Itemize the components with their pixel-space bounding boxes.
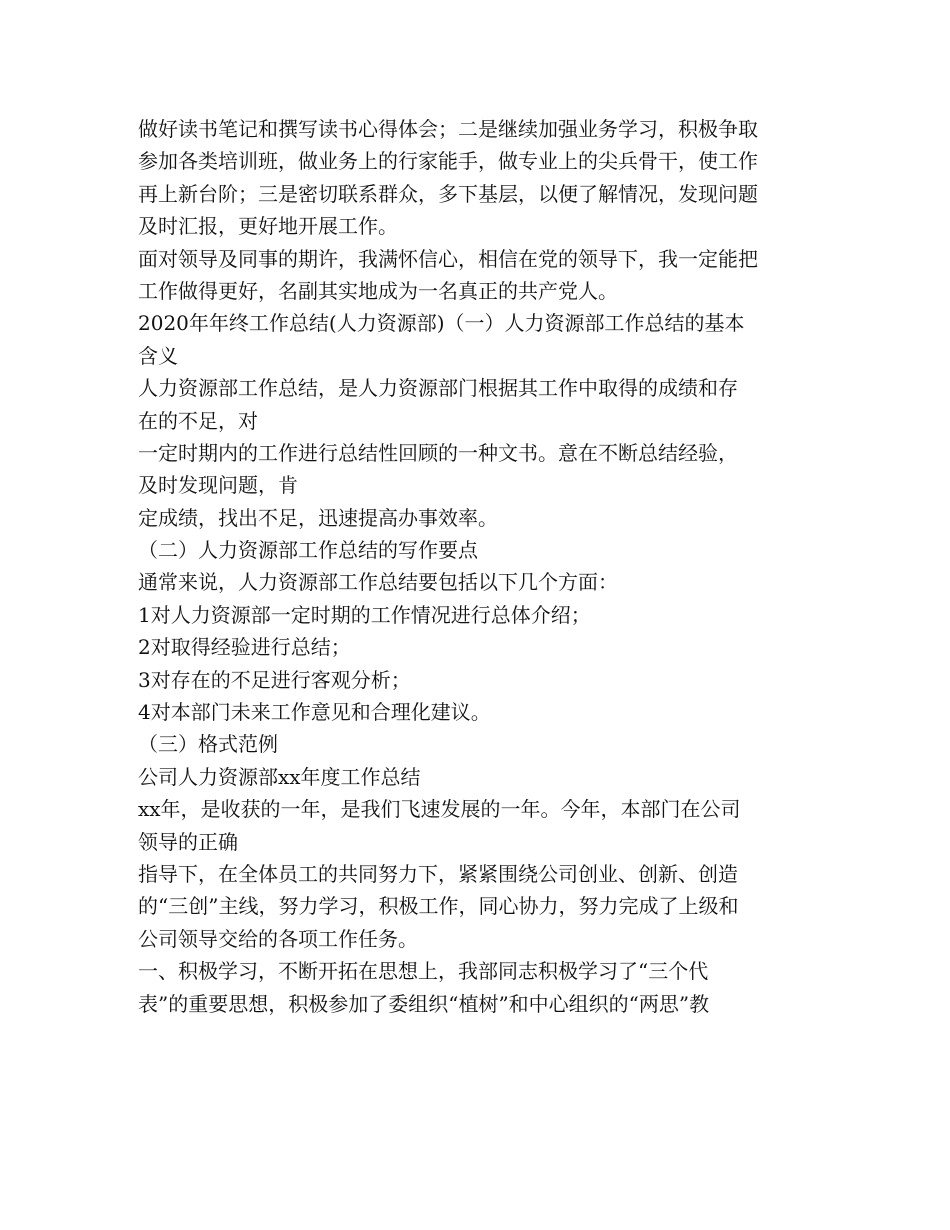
text-line: 定成绩，找出不足，迅速提高办事效率。 <box>138 505 498 530</box>
text-line: 工作做得更好，名副其实地成为一名真正的共产党人。 <box>138 278 618 303</box>
text-line: 人力资源部工作总结，是人力资源部门根据其工作中取得的成绩和存 <box>138 376 738 401</box>
text-line: 公司领导交给的各项工作任务。 <box>138 926 418 951</box>
text-line: 一、积极学习，不断开拓在思想上，我部同志积极学习了“三个代 <box>138 959 709 984</box>
document-body <box>138 113 818 1020</box>
list-item: 1对人力资源部一定时期的工作情况进行总体介绍； <box>138 602 591 627</box>
text-line: 面对领导及同事的期许，我满怀信心，相信在党的领导下，我一定能把 <box>138 246 758 271</box>
example-title-line: 公司人力资源部xx年度工作总结 <box>138 764 421 789</box>
text-line: 做好读书笔记和撰写读书心得体会；二是继续加强业务学习，积极争取 <box>138 117 758 141</box>
text-line: 参加各类培训班，做业务上的行家能手，做专业上的尖兵骨干，使工作 <box>138 149 758 174</box>
list-item: 4对本部门未来工作意见和合理化建议。 <box>138 700 491 725</box>
text-line: 领导的正确 <box>138 829 238 854</box>
list-item: 2对取得经验进行总结； <box>138 635 351 660</box>
subheading-line: （二）人力资源部工作总结的写作要点 <box>138 538 478 563</box>
text-line: 在的不足，对 <box>138 408 258 433</box>
section-heading-line: 2020年年终工作总结(人力资源部)（一）人力资源部工作总结的基本 <box>138 311 745 336</box>
text-line: 通常来说，人力资源部工作总结要包括以下几个方面： <box>138 570 618 595</box>
text-line: xx年，是收获的一年，是我们飞速发展的一年。今年，本部门在公司 <box>138 797 741 822</box>
text-line: 表”的重要思想，积极参加了委组织“植树”和中心组织的“两思”教 <box>138 991 710 1016</box>
text-line: 再上新台阶；三是密切联系群众，多下基层，以便了解情况，发现问题 <box>138 181 758 206</box>
text-line: 指导下，在全体员工的共同努力下，紧紧围绕公司创业、创新、创造 <box>138 861 738 886</box>
section-heading-line: 含义 <box>138 343 178 368</box>
list-item: 3对存在的不足进行客观分析； <box>138 667 411 692</box>
text-line: 的“三创”主线，努力学习，积极工作，同心协力，努力完成了上级和 <box>138 894 739 919</box>
subheading-line: （三）格式范例 <box>138 732 278 757</box>
text-line: 及时汇报，更好地开展工作。 <box>138 214 398 239</box>
text-line: 一定时期内的工作进行总结性回顾的一种文书。意在不断总结经验， <box>138 440 738 465</box>
text-line: 及时发现问题，肯 <box>138 473 298 498</box>
